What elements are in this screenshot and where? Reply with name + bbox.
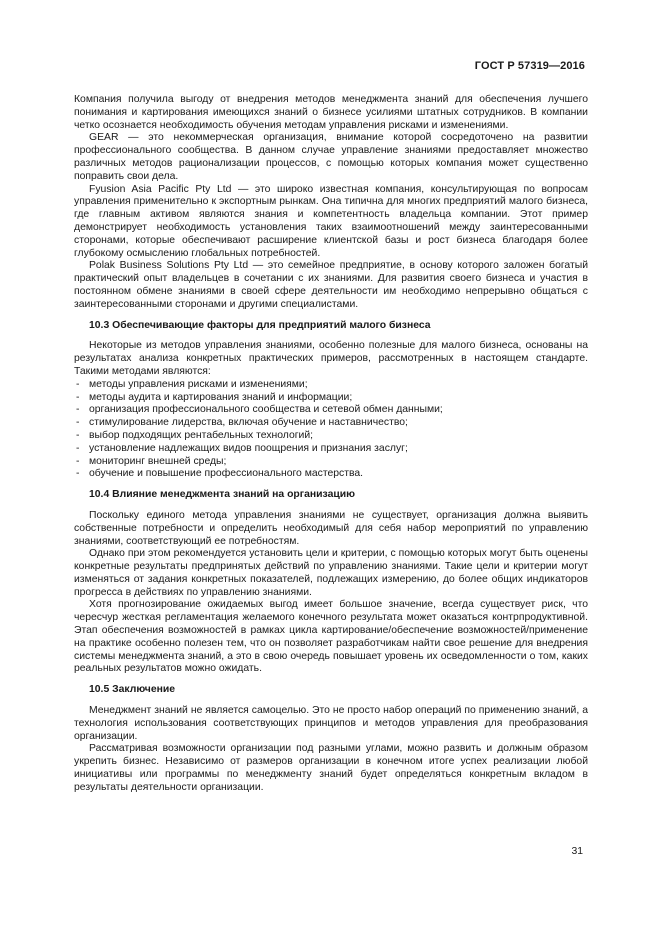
section-paragraph: Однако при этом рекомендуется установить цели и критерии, с помощью которых могут быть оценены конкретные результаты предпринятых действий по управлению знаниями. Такие цели и критерии могут изменяться от задания конкретных показателей, подлежащих измерению, до более общих индикаторов прогресса в действиях по управлению знаниями. <box>74 548 588 598</box>
section-paragraph: Рассматривая возможности организации под разными углами, можно развить и должным образом укрепить бизнес. Независимо от размеров организации в конечном итоге успех реализации любой инициативы или программы по менеджменту знаний будет определяться конкретным вкладом в результаты деятельности организации. <box>74 743 588 793</box>
list-item: - мониторинг внешней среды; <box>76 455 227 467</box>
section-10-5 <box>74 684 588 794</box>
page-content <box>74 94 588 795</box>
section-paragraph: Хотя прогнозирование ожидаемых выгод имеет большое значение, всегда существует риск, что чересчур жесткая регламентация желаемого конечного результата может оказаться контрпродуктивной. Этап обеспечения возможностей в рамках цикла картирование/обеспечение возможностей/применение на практике особенно полезен тем, что он позволяет разработчикам найти свое решение для внедрения системы менеджмента знаний, а это в свою очередь повышает уровень их осведомленности о том, каких реальных результатов можно ожидать. <box>74 599 588 675</box>
section-paragraph: Менеджмент знаний не является самоцелью. Это не просто набор операций по применению знаний, а технология использования соответствующих принципов и методов управления для преобразования организации. <box>74 705 588 742</box>
list-marker: - <box>76 378 80 390</box>
list-item: - обучение и повышение профессионального мастерства. <box>76 468 364 480</box>
list-marker: - <box>76 468 80 480</box>
list-marker: - <box>76 429 80 441</box>
section-10-3 <box>74 320 588 482</box>
section-10-4 <box>74 489 588 676</box>
section-paragraph: Поскольку единого метода управления знаниями не существует, организация должна выявить собственные потребности и определить необходимый для себя набор мероприятий по управлению знаниями, соответствующий ее потребностям. <box>74 509 588 547</box>
intro-paragraph: Polak Business Solutions Pty Ltd — это семейное предприятие, в основу которого заложен богатый практический опыт владельцев в сочетании с их знаниями. Для развития своего бизнеса и участия в постоянном обмене знаниями в своей сфере деятельности им необходимо непрерывно общаться с заинтересованными сторонами и другими специалистами. <box>74 260 588 310</box>
list-marker: - <box>76 442 80 454</box>
page-number: 31 <box>571 846 583 857</box>
list-marker: - <box>76 455 80 467</box>
list-marker: - <box>76 391 80 403</box>
intro-paragraph: Fyusion Asia Pacific Pty Ltd — это широко известная компания, консультирующая по вопросам управления применительно к экспортным рынкам. Она типична для многих предприятий малого бизнеса, где главным активом являются знания и компетентность владельца компании. Этот пример демонстрирует необходимость установления таких взаимоотношений между заинтересованными сторонами, которые обеспечивают расширение клиентской базы и рост бизнеса благодаря более глубокому осмыслению глобальных потребностей. <box>74 183 588 259</box>
section-heading: 10.4 Влияние менеджмента знаний на организацию <box>89 489 355 501</box>
list-item: - методы управления рисками и изменениями; <box>76 378 308 390</box>
intro-paragraph: Компания получила выгоду от внедрения методов менеджмента знаний для обеспечения лучшего понимания и картирования имеющихся знаний о бизнесе усилиями штатных сотрудников. В компании четко осознается необходимость обучения методам управления рисками и изменениями. <box>74 94 588 131</box>
document-code-header: ГОСТ Р 57319—2016 <box>474 60 585 72</box>
section-heading: 10.3 Обеспечивающие факторы для предприятий малого бизнеса <box>89 319 431 331</box>
list-item: - установление надлежащих видов поощрения и признания заслуг; <box>76 442 408 454</box>
section-heading: 10.5 Заключение <box>89 684 176 696</box>
list-item: - методы аудита и картирования знаний и информации; <box>76 391 353 403</box>
list-item: - организация профессионального сообщества и сетевой обмен данными; <box>76 404 443 416</box>
list-item: - стимулирование лидерства, включая обучение и наставничество; <box>76 417 408 429</box>
list-item: - выбор подходящих рентабельных технологий; <box>76 429 314 441</box>
methods-list <box>74 379 588 481</box>
intro-paragraph: GEAR — это некоммерческая организация, внимание которой сосредоточено на развитии профессионального сообщества. В данном случае управление знаниями предоставляет множество различных методов рационализации процессов, с помощью которых компания может существенно поправить свои дела. <box>74 132 588 182</box>
list-marker: - <box>76 404 80 416</box>
intro-block <box>74 94 588 312</box>
list-marker: - <box>76 417 80 429</box>
section-intro-paragraph: Некоторые из методов управления знаниями, особенно полезные для малого бизнеса, основаны на результатах анализа конкретных практических примеров, рассмотренных в настоящем стандарте. Такими методами являются: <box>74 340 588 377</box>
